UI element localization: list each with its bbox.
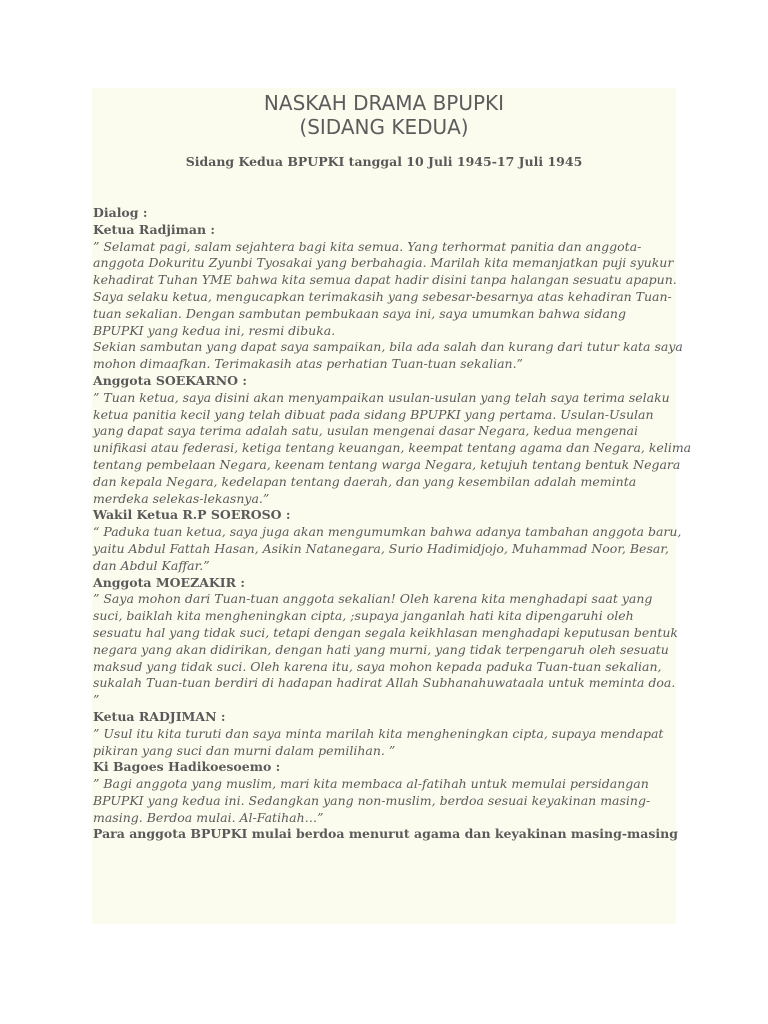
dialog-line: tuan sekalian. Dengan sambutan pembukaan saya ini, saya umumkan bahwa sidang — [93, 305, 626, 321]
document-title-line1: NASKAH DRAMA BPUPKI — [263, 91, 505, 115]
dialog-line: pikiran yang suci dan murni dalam pemilihan. ” — [93, 742, 396, 758]
dialog-line: ” Selamat pagi, salam sejahtera bagi kita semua. Yang terhormat panitia dan anggota- — [93, 238, 642, 254]
dialog-line: yang dapat saya terima adalah satu, usulan mengenai dasar Negara, kedua mengenai — [93, 423, 638, 439]
dialog-line: tentang pembelaan Negara, keenam tentang warga Negara, ketujuh tentang bentuk Negara — [93, 456, 681, 472]
dialog-label: Dialog : — [93, 205, 148, 220]
dialog-line: merdeka selekas-lekasnya.” — [93, 490, 270, 506]
speaker-name: Ki Bagoes Hadikoesoemo : — [93, 759, 281, 775]
dialog-line: BPUPKI yang kedua ini, resmi dibuka. — [93, 322, 336, 338]
dialog-line: maksud yang tidak suci. Oleh karena itu, saya mohon kepada paduka Tuan-tuan sekalian, — [93, 658, 662, 674]
dialog-line: ” Bagi anggota yang muslim, mari kita membaca al-fatihah untuk memulai persidangan — [93, 776, 649, 792]
dialog-line: ” Tuan ketua, saya disini akan menyampaikan usulan-usulan yang telah saya terima selaku — [93, 389, 670, 405]
document-page — [92, 88, 692, 924]
dialog-line: ketua panitia kecil yang telah dibuat pada sidang BPUPKI yang pertama. Usulan-Usulan — [93, 406, 654, 422]
dialog-line: dan Abdul Kaffar.” — [93, 557, 210, 573]
speaker-name: Anggota SOEKARNO : — [93, 372, 247, 388]
dialog-line: ” — [93, 692, 100, 708]
speaker-name: Wakil Ketua R.P SOEROSO : — [93, 507, 291, 523]
closing-line: Para anggota BPUPKI mulai berdoa menurut agama dan keyakinan masing-masing — [93, 826, 678, 842]
dialog-line: kehadirat Tuhan YME bahwa kita semua dapat hadir disini tanpa halangan sesuatu apapun. — [93, 272, 677, 288]
dialog-line: “ Paduka tuan ketua, saya juga akan mengumumkan bahwa adanya tambahan anggota baru, — [93, 524, 682, 540]
document-subtitle: Sidang Kedua BPUPKI tanggal 10 Juli 1945-17 Juli 1945 — [185, 154, 583, 169]
dialog-line: Saya selaku ketua, mengucapkan terimakasih yang sebesar-besarnya atas kehadiran Tuan- — [93, 288, 672, 304]
dialog-line: suci, baiklah kita mengheningkan cipta, ;supaya janganlah hati kita dipengaruhi oleh — [93, 608, 634, 624]
document-title-line2: (SIDANG KEDUA) — [299, 115, 469, 139]
dialog-line: sukalah Tuan-tuan berdiri di hadapan hadirat Allah Subhanahuwataala untuk meminta doa. — [93, 675, 676, 691]
dialog-line: ” Usul itu kita turuti dan saya minta marilah kita mengheningkan cipta, supaya mendapat — [93, 725, 664, 741]
dialog-line: anggota Dokuritu Zyunbi Tyosakai yang berbahagia. Marilah kita memanjatkan puji syukur — [93, 255, 674, 271]
dialog-line: masing. Berdoa mulai. Al-Fatihah…” — [93, 809, 324, 825]
dialog-sections — [93, 221, 692, 827]
dialog-line: sesuatu hal yang tidak suci, tetapi dengan segala keikhlasan menghadapi keputusan bentuk — [93, 624, 678, 640]
dialog-line: BPUPKI yang kedua ini. Sedangkan yang non-muslim, berdoa sesuai keyakinan masing- — [93, 792, 651, 808]
dialog-line: ” Saya mohon dari Tuan-tuan anggota sekalian! Oleh karena kita menghadapi saat yang — [93, 591, 653, 607]
speaker-name: Anggota MOEZAKIR : — [93, 574, 245, 590]
dialog-line: yaitu Abdul Fattah Hasan, Asikin Natanegara, Surio Hadimidjojo, Muhammad Noor, Besar, — [93, 540, 669, 556]
speaker-name: Ketua Radjiman : — [93, 221, 216, 237]
document-body — [93, 205, 692, 843]
dialog-line: mohon dimaafkan. Terimakasih atas perhatian Tuan-tuan sekalian.” — [93, 356, 523, 372]
dialog-line: unifikasi atau federasi, ketiga tentang keuangan, keempat tentang agama dan Negara, kelima — [93, 440, 692, 456]
dialog-line: negara yang akan didirikan, dengan hati yang murni, yang tidak terpengaruh oleh sesuatu — [93, 641, 669, 657]
dialog-line: dan kepala Negara, kedelapan tentang daerah, dan yang kesembilan adalah meminta — [93, 473, 637, 489]
dialog-line: Sekian sambutan yang dapat saya sampaikan, bila ada salah dan kurang dari tutur kata saya — [93, 339, 683, 355]
speaker-name: Ketua RADJIMAN : — [93, 708, 226, 724]
